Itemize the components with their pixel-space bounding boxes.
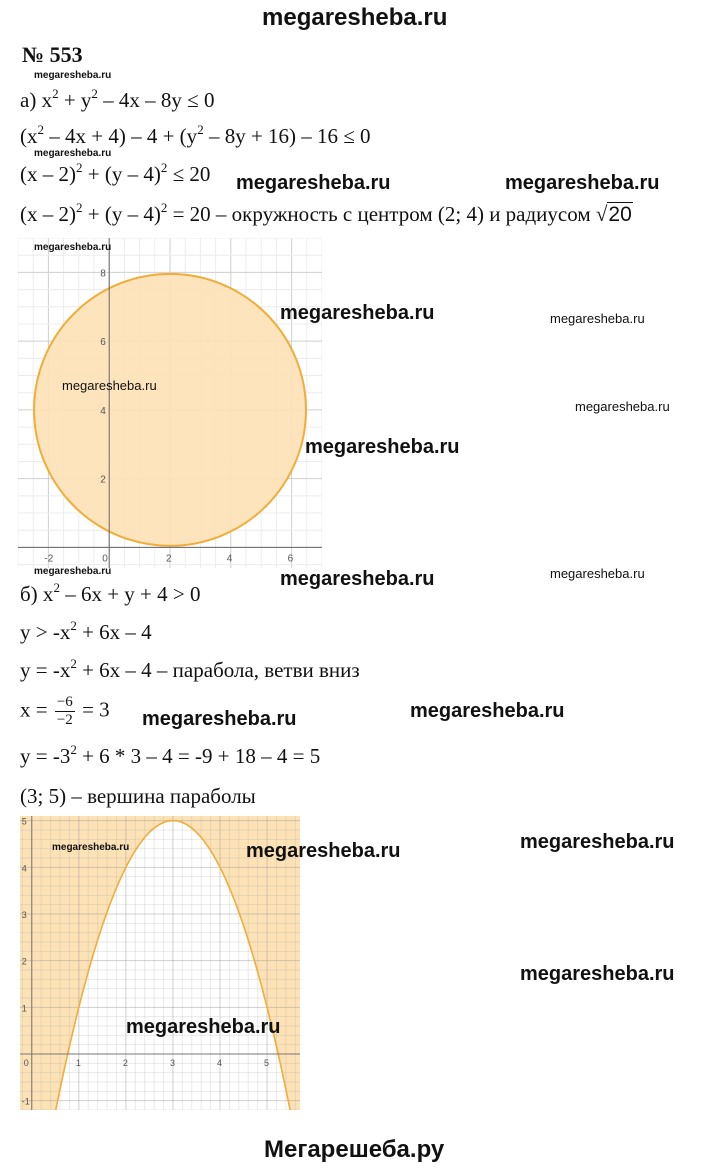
x-tick-label: 4 [226, 553, 233, 565]
x-tick-label: 1 [75, 1058, 81, 1068]
x-tick-label: -2 [44, 553, 54, 565]
watermark: megaresheba.ru [575, 399, 670, 414]
watermark: megaresheba.ru [410, 700, 565, 722]
y-tick-label: 3 [21, 910, 27, 920]
x-tick-label: 3 [169, 1058, 175, 1068]
watermark: megaresheba.ru [305, 436, 460, 458]
part-b-line-5: $y = -3^2 + 6 * 3 - 4 = -9 + 18 - 4 = 5$ [20, 742, 321, 768]
watermark: megaresheba.ru [550, 311, 645, 326]
circle-region-graph [18, 238, 322, 568]
watermark: megaresheba.ru [34, 70, 112, 81]
y-tick-label: 2 [100, 474, 106, 486]
y-tick-label: 6 [100, 337, 106, 349]
y-tick-label: -1 [21, 1096, 30, 1107]
x-tick-label: 6 [287, 553, 294, 565]
solution-disk [34, 274, 306, 546]
x-tick-label: 2 [166, 553, 172, 565]
part-b-line-1: б) $x^2 - 6x + y + 4 > 0$ [20, 580, 201, 606]
problem-number: № 553 [22, 42, 83, 67]
watermark: megaresheba.ru [62, 378, 157, 393]
site-header[interactable]: megaresheba.ru [262, 4, 448, 31]
part-a-line-2: $(x^2 - 4x + 4) - 4 + (y^2 - 8y + 16) - 16 \le 0$ [20, 122, 371, 148]
watermark: megaresheba.ru [505, 172, 660, 194]
y-tick-label: 2 [21, 956, 27, 967]
watermark: megaresheba.ru [236, 172, 391, 194]
watermark: megaresheba.ru [550, 566, 645, 581]
watermark: megaresheba.ru [142, 708, 297, 730]
y-tick-label: 4 [100, 405, 106, 417]
part-a-line-1: а) $x^2 + y^2 - 4x - 8y \le 0$ [20, 86, 215, 112]
y-tick-label: 5 [21, 816, 27, 827]
y-tick-label: 8 [100, 268, 106, 280]
part-a-line-3: (x – 2)$^2$ + (y – 4)$^2$ ≤ 20 [20, 160, 211, 186]
part-a-line-4: (x – 2)$^2$ + (y – 4)$^2$ = 20 – окружность с центром (2; 4) и радиусом √20 [20, 200, 632, 226]
x-tick-label: 4 [217, 1058, 223, 1068]
part-b-line-4: x = $\frac{-6}{-2}$ = 3 [20, 694, 110, 728]
watermark: megaresheba.ru [520, 963, 675, 985]
y-tick-label: 1 [21, 1003, 27, 1014]
watermark: megaresheba.ru [246, 840, 401, 862]
sqrt-expression: √20 [595, 202, 632, 226]
watermark: megaresheba.ru [34, 148, 112, 159]
x-tick-label: 2 [122, 1058, 128, 1068]
watermark: megaresheba.ru [34, 566, 112, 577]
part-b-line-3: $y = -x^2 + 6x - 4$ – парабола, ветви вниз [20, 656, 360, 682]
x-tick-label: 0 [102, 553, 108, 565]
watermark: megaresheba.ru [520, 831, 675, 853]
x-tick-label: 5 [264, 1058, 270, 1068]
site-footer[interactable]: Мегарешеба.ру [264, 1136, 445, 1163]
y-tick-label: 4 [21, 863, 27, 874]
part-b-line-2: $y > -x^2 + 6x - 4$ [20, 618, 152, 644]
watermark: megaresheba.ru [126, 1016, 281, 1038]
watermark: megaresheba.ru [52, 842, 130, 853]
watermark: megaresheba.ru [280, 568, 435, 590]
watermark: megaresheba.ru [280, 302, 435, 324]
fraction: $\frac{-6}{-2}$ [56, 694, 73, 728]
watermark: megaresheba.ru [34, 242, 112, 253]
part-b-line-6: (3; 5) – вершина параболы [20, 784, 256, 808]
x-tick-label: 0 [23, 1058, 29, 1068]
